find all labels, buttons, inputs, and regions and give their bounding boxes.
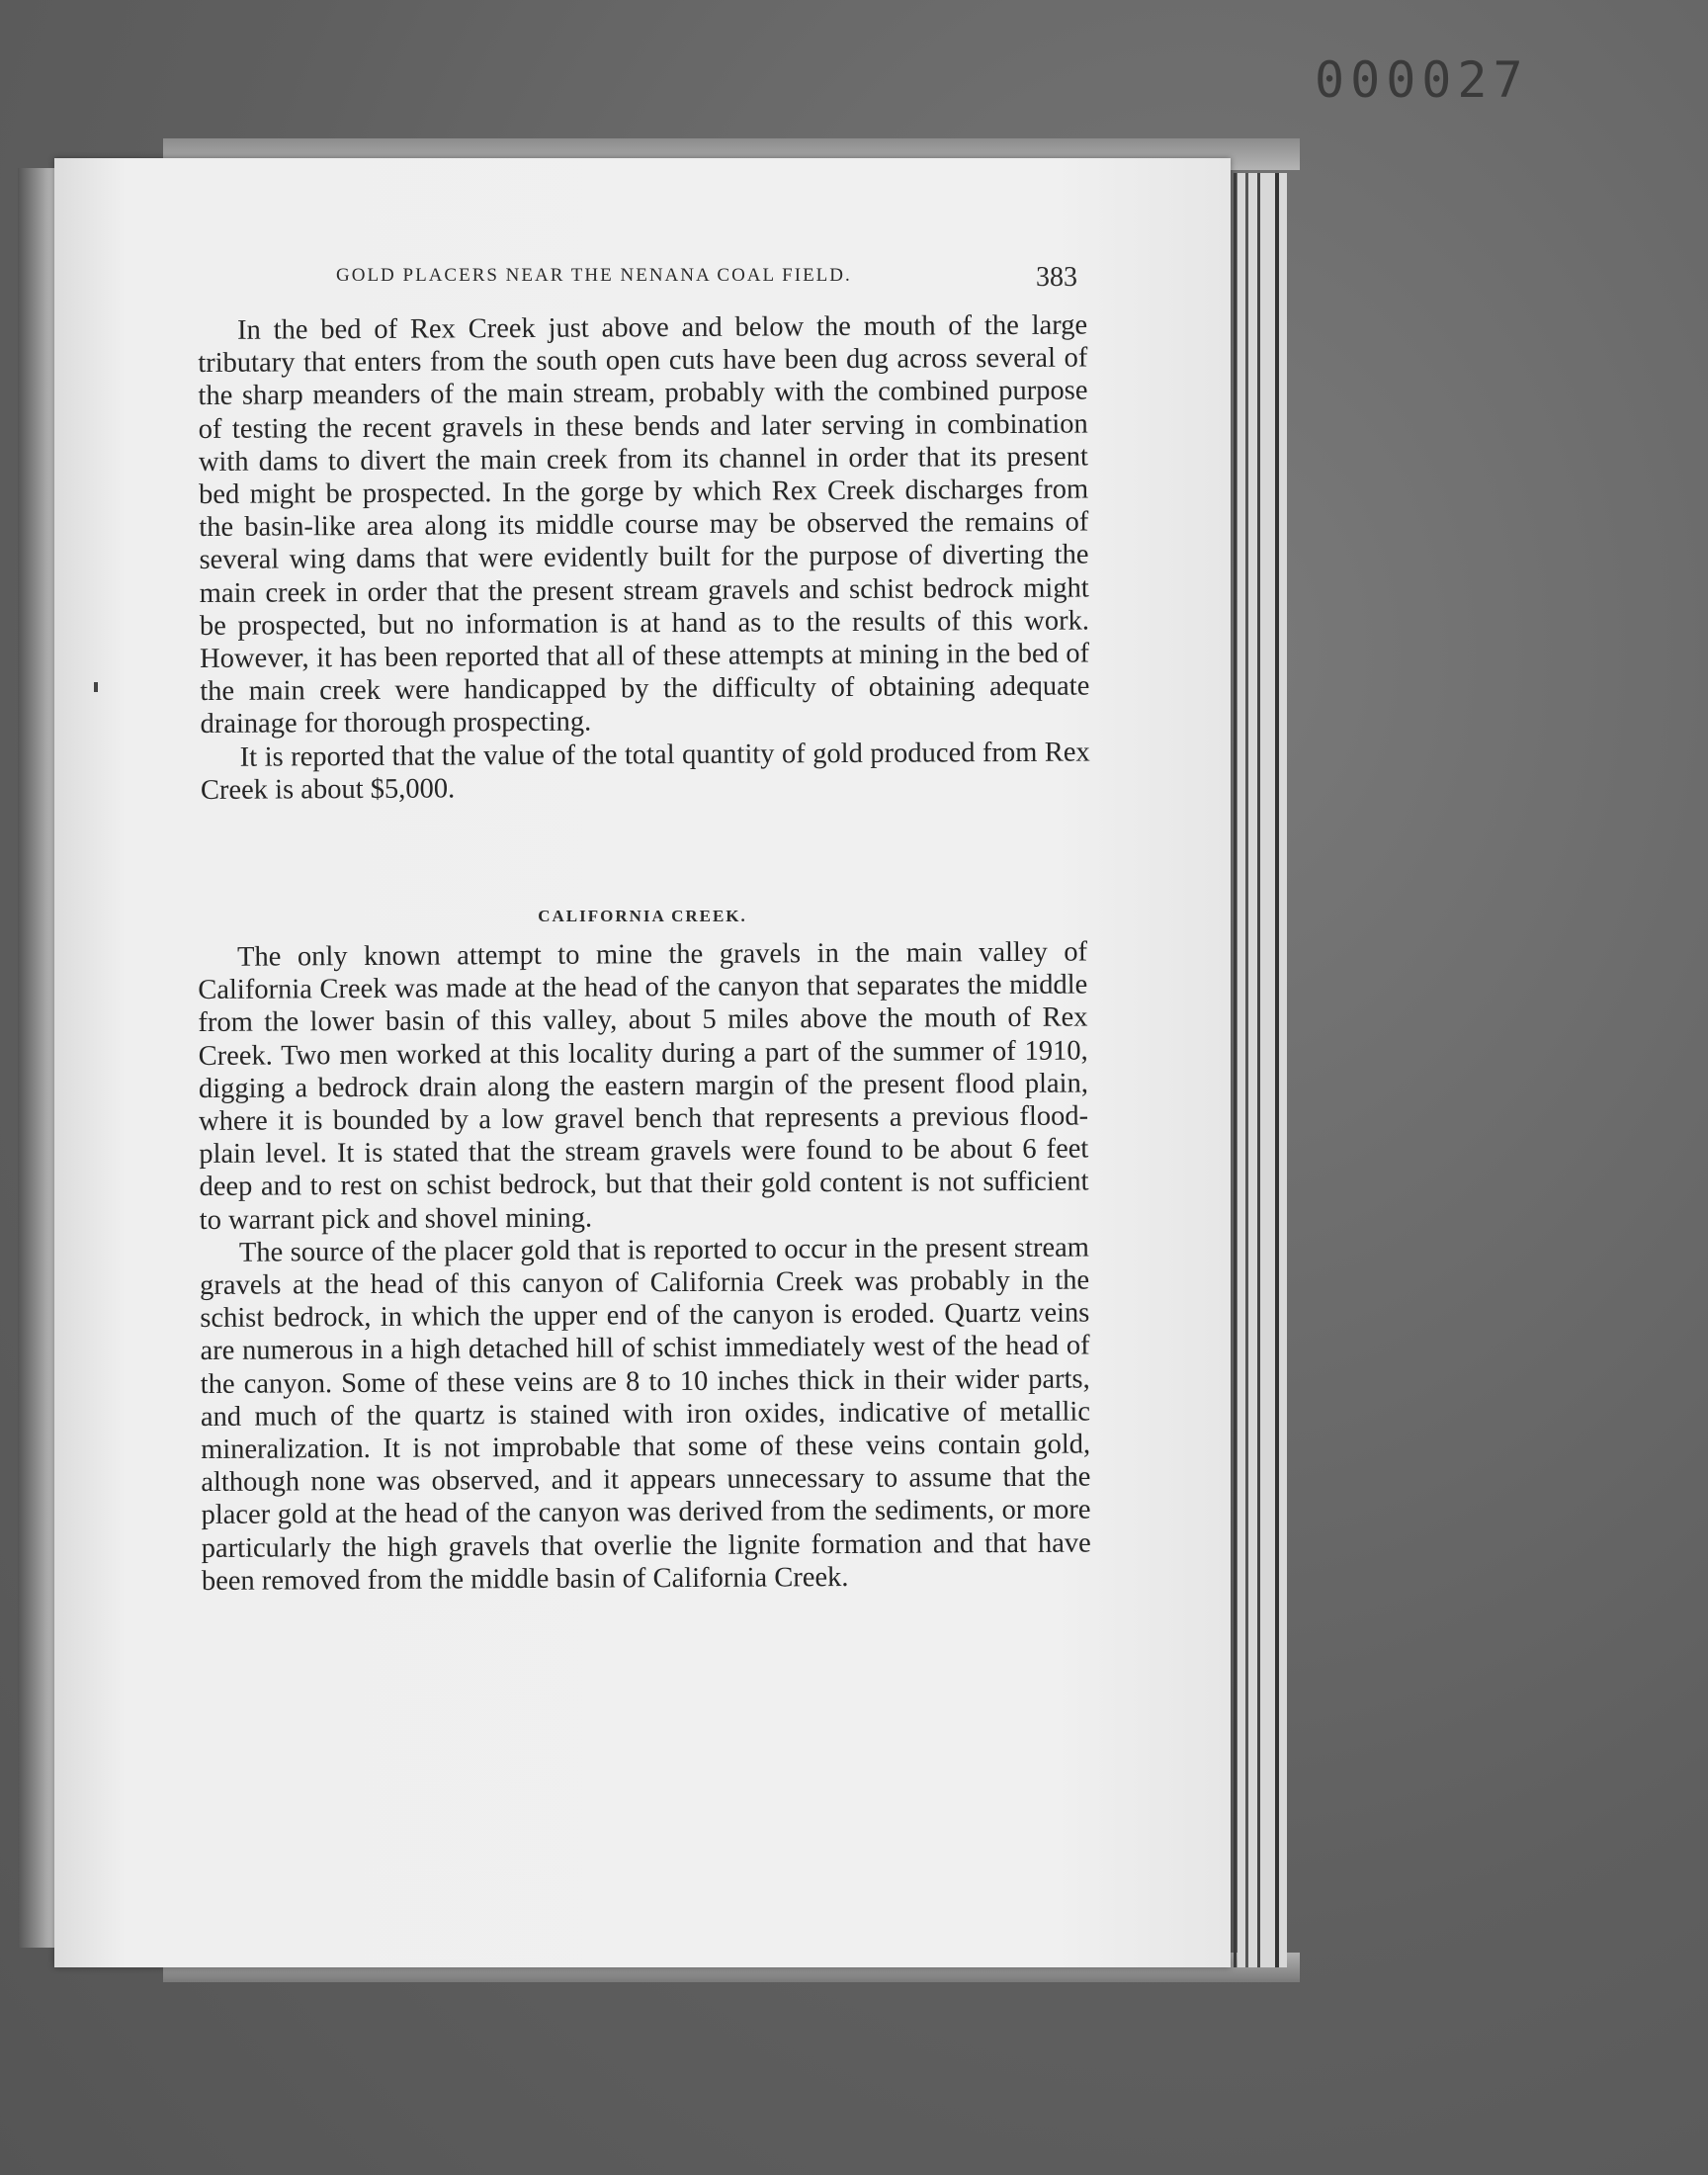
page-stack-line — [1234, 173, 1237, 1967]
page-stack-line — [1275, 173, 1279, 1967]
page-number: 383 — [1036, 262, 1077, 293]
california-creek-section — [198, 936, 1091, 1599]
paragraph: The only known attempt to mine the gravels in the main valley of California Creek was made at the head of the canyon that separates the middle from the lower basin of this valley, about 5 miles above the mouth of Rex Creek. Two men worked at this locality during a part of the summer of 1910, digging a bedrock drain along the eastern margin of the present flood plain, where it is bounded by a low gravel bench that represents a previous flood-plain level. It is stated that the stream gravels were found to be about 6 feet deep and to rest on schist bedrock, but that their gold content is not sufficient to warrant pick and shovel mining. — [198, 936, 1089, 1236]
paragraph: It is reported that the value of the total quantity of gold produced from Rex Creek is about $5,000. — [200, 737, 1090, 806]
section-heading: CALIFORNIA CREEK. — [538, 907, 747, 925]
rex-creek-section — [198, 309, 1090, 808]
paragraph: In the bed of Rex Creek just above and below the mouth of the large tributary that enters from the south open cuts have been dug across several of the sharp meanders of the main stream, probably with the combined purpose of testing the recent gravels in these bends and later serving in combination with dams to divert the main creek from its channel in order that its present bed might be prospected. In the gorge by which Rex Creek discharges from the basin-like area along its middle course may be observed the remains of several wing dams that were evidently built for the purpose of diverting the main creek in order that the present stream gravels and schist bedrock might be prospected, but no information is at hand as to the results of this work. However, it has been reported that all of these attempts at mining in the bed of the main creek were handicapped by the difficulty of obtaining adequate drainage for thorough prospecting. — [198, 309, 1090, 740]
running-head: GOLD PLACERS NEAR THE NENANA COAL FIELD. — [336, 265, 852, 286]
paragraph: The source of the placer gold that is reported to occur in the present stream gravels at the head of this canyon of California Creek was probably in the schist bedrock, in which the upper end of the canyon is eroded. Quartz veins are numerous in a high detached hill of schist immediately west of the head of the canyon. Some of these veins are 8 to 10 inches thick in their wider parts, and much of the quartz is stained with iron oxides, indicative of metallic mineralization. It is not improbable that some of these veins contain gold, although none was observed, and it appears unnecessary to assume that the placer gold at the head of the canyon was derived from the sediments, or more particularly the high gravels that overlie the lignite formation and that have been removed from the middle basin of California Creek. — [200, 1232, 1091, 1597]
page-stack-line — [1257, 173, 1260, 1967]
scan-speck — [94, 682, 98, 692]
book-edge-left — [18, 168, 57, 1948]
page-stack-line — [1245, 173, 1248, 1967]
scan-id-stamp: 000027 — [1315, 51, 1529, 109]
